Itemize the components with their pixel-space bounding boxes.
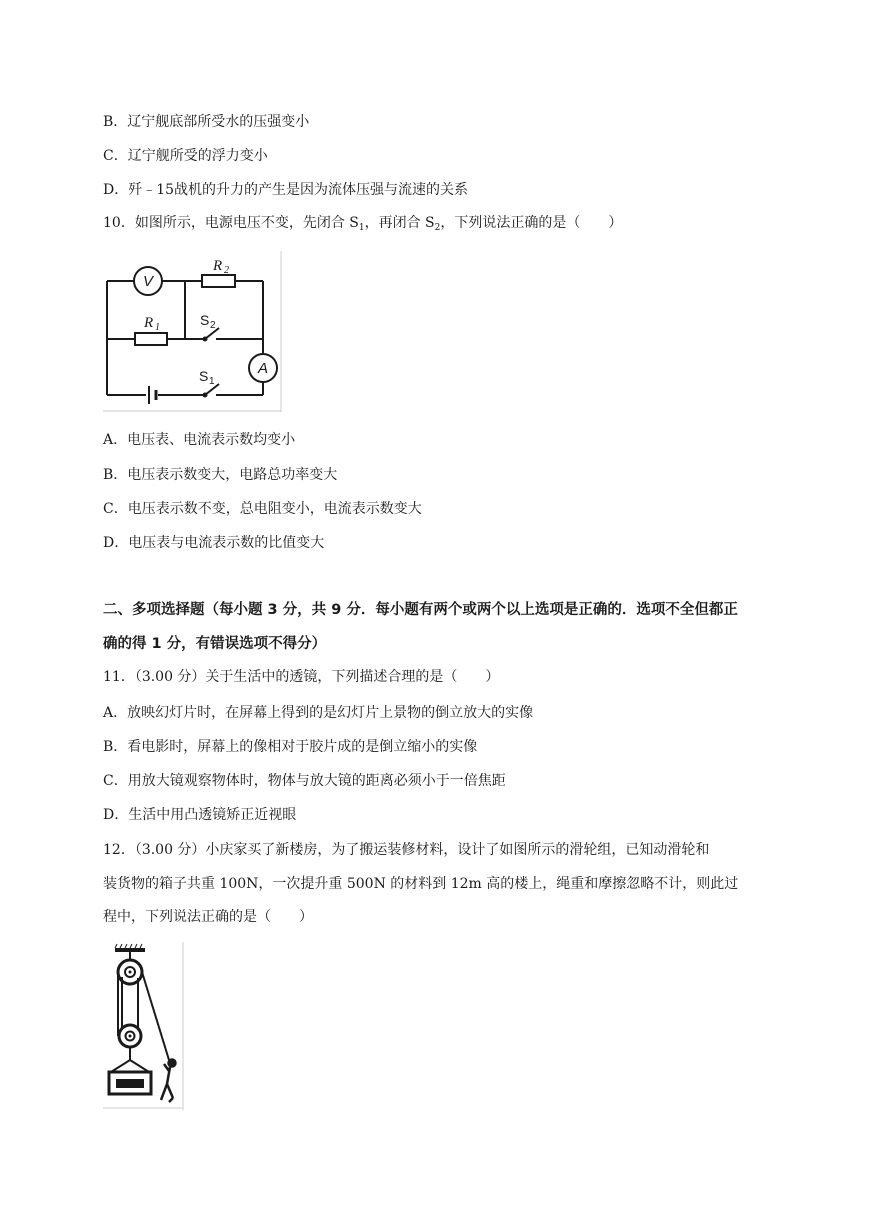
q9-option-d: D．歼﹣15战机的升力的产生是因为流体压强与流速的关系 [103,182,469,198]
q10-circuit-diagram [103,251,283,416]
q10-option-b: B．电压表示数变大，电路总功率变大 [103,467,338,483]
section2-heading-line1: 二、多项选择题（每小题 3 分，共 9 分．每小题有两个或两个以上选项是正确的．选项不全但都正 [103,602,738,618]
cargo-box-icon [109,1072,151,1094]
q10-option-d: D．电压表与电流表示数的比值变大 [103,535,325,551]
person-icon [161,1060,176,1103]
q10-stem-sub1: 1 [358,223,365,233]
q10-stem-part3: ，下列说法正确的是（ ） [440,215,623,231]
q11-option-a: A．放映幻灯片时，在屏幕上得到的是幻灯片上景物的倒立放大的实像 [103,705,534,721]
pulley-svg [103,942,185,1110]
r2-resistor-icon [202,275,235,287]
q10-stem [103,213,622,238]
q12-stem-line1: 12．（3.00 分）小庆家买了新楼房，为了搬运装修材料，设计了如图所示的滑轮组，已知动滑轮和 [103,842,710,858]
q11-stem: 11．（3.00 分）关于生活中的透镜，下列描述合理的是（ ） [103,669,500,685]
circuit-svg [103,251,283,412]
q11-option-b: B．看电影时，屏幕上的像相对于胶片成的是倒立缩小的实像 [103,739,478,755]
r1-resistor-icon [135,333,167,345]
r1-label: R [144,315,154,331]
q10-stem-sub2: 2 [434,223,441,233]
q12-stem-line2: 装货物的箱子共重 100N，一次提升重 500N 的材料到 12m 高的楼上，绳重和摩擦忽略不计，则此过 [103,876,739,892]
ammeter-label: A [257,360,269,377]
q10-option-c: C．电压表示数不变，总电阻变小，电流表示数变大 [103,501,422,517]
q9-option-c: C．辽宁舰所受的浮力变小 [103,148,268,164]
q11-option-c: C．用放大镜观察物体时，物体与放大镜的距离必须小于一倍焦距 [103,773,506,789]
r2-label: R [213,258,223,274]
q9-option-b: B．辽宁舰底部所受水的压强变小 [103,114,310,130]
s1-subscript: 1 [209,376,215,387]
ceiling-icon [115,948,145,952]
s2-label: S [200,312,210,328]
s2-subscript: 2 [210,320,216,331]
q10-stem-part1: 10．如图所示，电源电压不变，先闭合 S [103,215,359,231]
s1-label: S [199,368,209,384]
q11-option-d: D．生活中用凸透镜矫正近视眼 [103,807,297,823]
q12-pulley-diagram [103,942,185,1114]
voltmeter-label: V [142,273,154,290]
q10-option-a: A．电压表、电流表示数均变小 [103,432,296,448]
movable-pulley-icon [119,1025,141,1047]
q12-stem-line3: 程中，下列说法正确的是（ ） [103,909,313,925]
r2-subscript: 2 [224,265,229,276]
q10-stem-part2: ，再闭合 S [364,215,435,231]
r1-subscript: 1 [155,322,160,333]
section2-heading-line2: 确的得 1 分，有错误选项不得分） [103,636,327,652]
